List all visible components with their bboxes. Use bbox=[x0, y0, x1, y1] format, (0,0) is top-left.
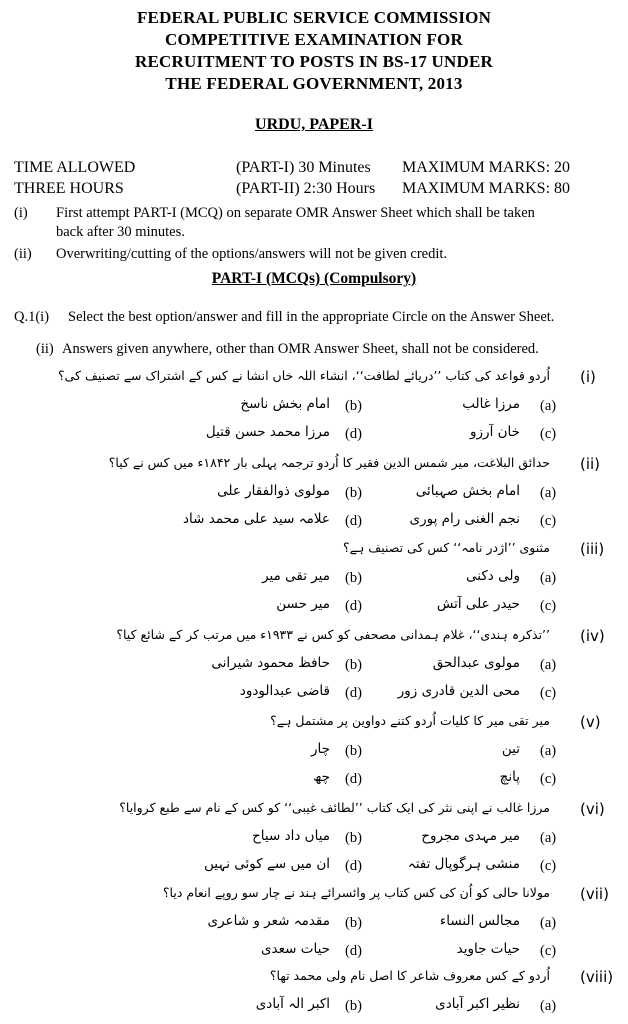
question-number: (i) bbox=[580, 368, 596, 386]
option-a-label: (a) bbox=[540, 398, 557, 414]
option-a-label: (a) bbox=[540, 743, 557, 759]
question-number: (v) bbox=[580, 713, 601, 731]
question-text: مرزا غالب نے اپنی نثر کی ایک کتاب ’’لطائف غیبی‘‘ کو کس کے نام سے طبع کروایا؟ bbox=[119, 800, 550, 815]
part2-time: (PART-II) 2:30 Hours bbox=[236, 180, 376, 197]
option-d-text: میر حسن bbox=[276, 596, 330, 612]
option-c-text: محی الدین قادری زور bbox=[397, 683, 520, 699]
option-c-label: (c) bbox=[540, 426, 557, 442]
instruction-2-num: (ii) bbox=[14, 246, 32, 262]
option-c-label: (c) bbox=[540, 771, 557, 787]
question-text: حدائق البلاغت، میر شمس الدین فقیر کا اُردو ترجمہ پہلی بار ۱۸۴۲ء میں کس نے کیا؟ bbox=[108, 455, 550, 470]
option-d-text: ان میں سے کوئی نہیں bbox=[203, 856, 330, 872]
option-d-label: (d) bbox=[345, 513, 362, 529]
option-a-text: امام بخش صہبائی bbox=[415, 483, 520, 499]
option-a-label: (a) bbox=[540, 657, 557, 673]
option-a-text: نظیر اکبر آبادی bbox=[435, 996, 520, 1012]
option-d-text: قاضی عبدالودود bbox=[239, 683, 330, 699]
header-line-4: THE FEDERAL GOVERNMENT, 2013 bbox=[165, 74, 463, 93]
option-a-text: مرزا غالب bbox=[462, 396, 520, 412]
option-b-text: میاں داد سیاح bbox=[252, 828, 330, 844]
question-text: اُردو کے کس معروف شاعر کا اصل نام ولی محمد تھا؟ bbox=[269, 968, 550, 983]
option-b-label: (b) bbox=[345, 998, 362, 1014]
q1-line-1: Select the best option/answer and fill in the appropriate Circle on the Answer Sheet. bbox=[68, 309, 555, 325]
header-line-1: FEDERAL PUBLIC SERVICE COMMISSION bbox=[136, 8, 492, 27]
option-a-text: ولی دکنی bbox=[466, 568, 520, 584]
option-a-text: تین bbox=[501, 741, 520, 757]
option-a-text: میر مہدی مجروح bbox=[421, 828, 520, 844]
paper-title: URDU, PAPER-I bbox=[255, 116, 373, 133]
question-text: اُردو قواعد کی کتاب ’’دریائے لطافت‘‘، انشاء اللہ خاں انشا نے کس کے اشتراک سے تصنیف کی؟ bbox=[57, 368, 550, 383]
header-line-3: RECRUITMENT TO POSTS IN BS-17 UNDER bbox=[135, 52, 493, 71]
part-title: PART-I (MCQs) (Compulsory) bbox=[211, 270, 417, 287]
option-c-label: (c) bbox=[540, 685, 557, 701]
option-b-text: مقدمہ شعر و شاعری bbox=[207, 913, 330, 929]
option-c-text: نجم الغنی رام پوری bbox=[409, 511, 520, 527]
option-d-text: مرزا محمد حسن قتیل bbox=[205, 424, 330, 440]
option-d-label: (d) bbox=[345, 685, 362, 701]
question-number: (iii) bbox=[580, 540, 605, 558]
option-a-text: مجالس النساء bbox=[439, 913, 520, 929]
option-a-label: (a) bbox=[540, 485, 557, 501]
option-b-label: (b) bbox=[345, 485, 362, 501]
instruction-1-line-1: First attempt PART-I (MCQ) on separate OMR Answer Sheet which shall be taken bbox=[56, 205, 535, 221]
question-number: (iv) bbox=[580, 627, 605, 645]
option-d-label: (d) bbox=[345, 943, 362, 959]
instruction-1-line-2: back after 30 minutes. bbox=[56, 224, 185, 240]
option-c-text: حیدر علی آتش bbox=[436, 596, 520, 612]
question-text: مولانا حالی کو اُن کی کس کتاب پر وائسرائے ہند نے چار سو روپے انعام دیا؟ bbox=[162, 885, 550, 900]
option-c-label: (c) bbox=[540, 513, 557, 529]
question-text: مثنوی ’’اژدر نامہ‘‘ کس کی تصنیف ہے؟ bbox=[343, 540, 550, 555]
option-b-label: (b) bbox=[345, 570, 362, 586]
q1-line-2-num: (ii) bbox=[36, 341, 54, 357]
option-c-text: پانچ bbox=[499, 769, 520, 785]
option-d-text: علامہ سید علی محمد شاد bbox=[183, 511, 330, 527]
question-number: (vii) bbox=[580, 885, 609, 903]
three-hours-label: THREE HOURS bbox=[14, 180, 124, 197]
option-b-text: چار bbox=[311, 741, 330, 757]
option-b-label: (b) bbox=[345, 915, 362, 931]
option-b-text: میر تقی میر bbox=[262, 568, 330, 584]
option-c-text: حیات جاوید bbox=[456, 941, 520, 957]
option-d-label: (d) bbox=[345, 771, 362, 787]
option-b-label: (b) bbox=[345, 830, 362, 846]
option-d-label: (d) bbox=[345, 858, 362, 874]
option-b-label: (b) bbox=[345, 743, 362, 759]
option-c-text: منشی ہرگوپال تفتہ bbox=[407, 856, 520, 872]
option-c-label: (c) bbox=[540, 943, 557, 959]
header-line-2: COMPETITIVE EXAMINATION FOR bbox=[165, 30, 463, 49]
option-a-label: (a) bbox=[540, 570, 557, 586]
question-number: (viii) bbox=[580, 968, 614, 986]
question-text: ’’تذکرہ ہندی‘‘، غلام ہمدانی مصحفی کو کس نے ۱۹۳۳ء میں مرتب کر کے شائع کیا؟ bbox=[116, 627, 550, 642]
option-d-label: (d) bbox=[345, 598, 362, 614]
instruction-2-line-1: Overwriting/cutting of the options/answers will not be given credit. bbox=[56, 246, 448, 262]
option-b-text: اکبر الہ آبادی bbox=[255, 996, 330, 1012]
q1-num: Q.1(i) bbox=[14, 309, 50, 325]
option-d-label: (d) bbox=[345, 426, 362, 442]
option-b-text: حافظ محمود شیرانی bbox=[211, 655, 330, 671]
option-b-text: امام بخش ناسخ bbox=[240, 396, 330, 412]
q1-line-2: Answers given anywhere, other than OMR Answer Sheet, shall not be considered. bbox=[62, 341, 539, 357]
option-a-label: (a) bbox=[540, 998, 557, 1014]
option-b-label: (b) bbox=[345, 657, 362, 673]
part1-time: (PART-I) 30 Minutes bbox=[236, 159, 371, 176]
option-b-text: مولوی ذوالفقار علی bbox=[217, 483, 330, 499]
instruction-1-num: (i) bbox=[14, 205, 28, 221]
option-a-text: مولوی عبدالحق bbox=[432, 655, 520, 671]
option-c-label: (c) bbox=[540, 598, 557, 614]
question-number: (ii) bbox=[580, 455, 601, 473]
option-c-label: (c) bbox=[540, 858, 557, 874]
time-allowed-label: TIME ALLOWED bbox=[14, 159, 136, 176]
option-d-text: حیات سعدی bbox=[260, 941, 330, 957]
part2-marks: MAXIMUM MARKS: 80 bbox=[402, 180, 571, 197]
question-text: میر تقی میر کا کلیات اُردو کتنے دواوین پر مشتمل ہے؟ bbox=[270, 713, 550, 728]
option-a-label: (a) bbox=[540, 830, 557, 846]
option-b-label: (b) bbox=[345, 398, 362, 414]
question-number: (vi) bbox=[580, 800, 605, 818]
option-d-text: چھ bbox=[313, 769, 330, 785]
option-c-text: خان آرزو bbox=[470, 424, 520, 440]
option-a-label: (a) bbox=[540, 915, 557, 931]
part1-marks: MAXIMUM MARKS: 20 bbox=[402, 159, 571, 176]
